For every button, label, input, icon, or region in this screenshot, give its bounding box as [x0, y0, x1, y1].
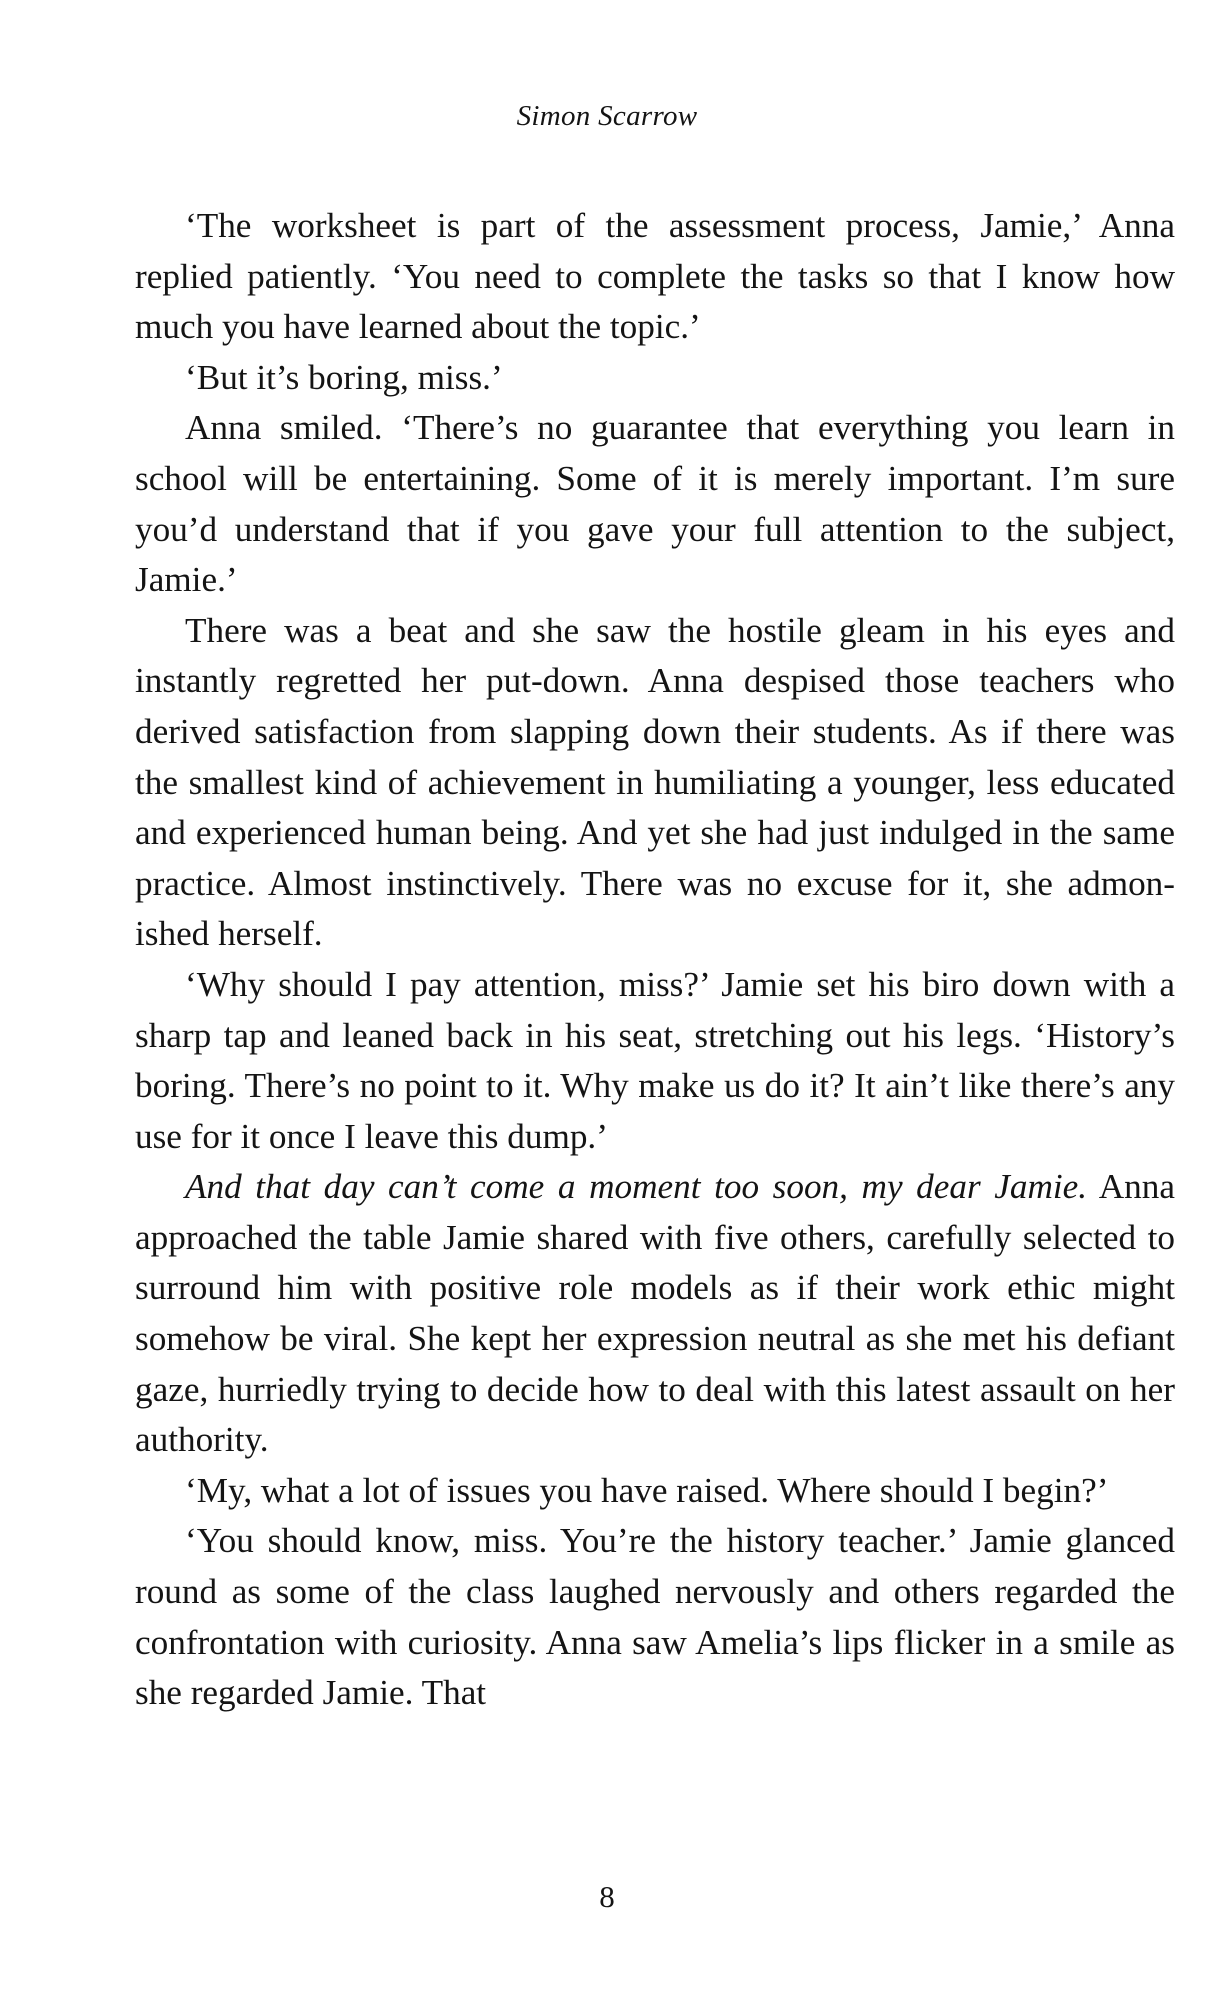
paragraph-2: ‘But it’s boring, miss.’	[185, 357, 503, 397]
page-number: 8	[599, 1879, 615, 1914]
paragraph-1: ‘The worksheet is part of the assessment process, Jamie,’ Anna replied patiently. ‘You need to complete the tasks so that I know how much you have learned about the topic.’	[135, 206, 1175, 347]
paragraph-6-italic-lead: And that day can’t come a moment too soon, my dear Jamie.	[185, 1167, 1088, 1207]
paragraph-7: ‘My, what a lot of issues you have raised. Where should I begin?’	[185, 1470, 1109, 1510]
paragraph-5: ‘Why should I pay attention, miss?’ Jamie set his biro down with a sharp tap and leaned back in his seat, stretching out his legs. ‘History’s boring. There’s no point to it. Why make us do it? It ain’t like there’s any use for it once I leave this dump.’	[135, 964, 1175, 1156]
paragraph-3: Anna smiled. ‘There’s no guarantee that everything you learn in school will be entertaining. Some of it is merely important. I’m sure you’d understand that if you gave your full attention to the subject, Jamie.’	[135, 408, 1175, 600]
paragraph-6	[135, 1162, 1175, 1466]
paragraph-8: ‘You should know, miss. You’re the history teacher.’ Jamie glanced round as some of the class laughed nervously and others regarded the confrontation with curiosity. Anna saw Amelia’s lips flicker in a smile as she regarded Jamie. That	[135, 1521, 1175, 1713]
paragraph-6-text: Anna approached the table Jamie shared with five others, carefully selected to surround him with positive role models as if their work ethic might somehow be viral. She kept her expression neutral as she met his defiant gaze, hurriedly trying to decide how to deal with this latest assault on her authority.	[135, 1167, 1175, 1460]
body-text	[135, 201, 1175, 1719]
running-head: Simon Scarrow	[516, 100, 698, 132]
paragraph-4: There was a beat and she saw the hostile gleam in his eyes and instantly regretted her put-down. Anna despised those teachers who derived satisfaction from slapping down their students. As if there was the smallest kind of achievement in humiliating a younger, less educated and experienced human being. And yet she had just indulged in the same practice. Almost instinctively. There was no excuse for it, she admonished herself.	[135, 610, 1175, 954]
